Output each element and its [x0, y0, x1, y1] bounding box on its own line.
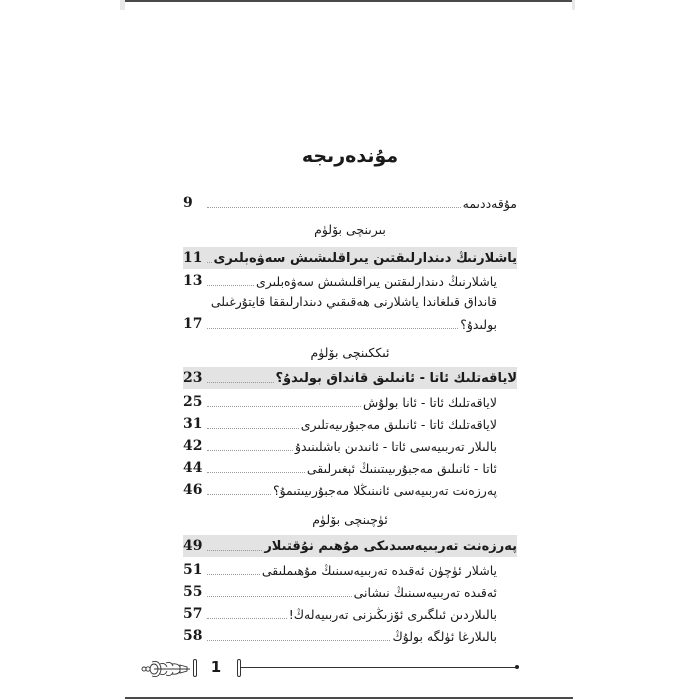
dot-leader — [207, 406, 361, 407]
dot-leader — [207, 450, 293, 451]
toc-page-number: 55 — [183, 584, 203, 600]
toc-entry-label-line2: بولىدۇ؟ — [460, 316, 497, 332]
toc-entry[interactable] — [183, 457, 517, 479]
toc-entry-label: بالىلاردىن ئىلگىرى ئۆزىڭىزنى تەربىيەلەڭ! — [288, 606, 497, 622]
toc-page-number: 9 — [183, 195, 193, 211]
footer-bar-left — [193, 659, 197, 677]
chapter-main-entry[interactable] — [183, 535, 517, 557]
chapter-main-entry[interactable] — [183, 247, 517, 269]
toc-page-number: 42 — [183, 438, 203, 454]
toc-page-number: 58 — [183, 628, 203, 644]
page-edge-right — [572, 0, 575, 10]
toc-entry-label: ياشلارنىڭ دىندارلىقتىن يىراقلىشىش سەۋەبلىرى — [255, 273, 497, 289]
dot-leader — [207, 382, 274, 383]
toc-page-number: 25 — [183, 394, 203, 410]
chapter-heading: بىرىنچى بۆلۈم — [314, 222, 386, 237]
dot-leader — [207, 596, 352, 597]
chapter-heading: ئۈچىنچى بۆلۈم — [312, 512, 388, 527]
toc-entry[interactable] — [183, 479, 517, 501]
dot-leader — [207, 328, 458, 329]
toc-entry-label: بالىلار تەربىيەسى ئاتا - ئانىدىن باشلىنىدۇ — [294, 438, 497, 454]
toc-title: مۇندەرىجە — [301, 145, 399, 167]
toc-entry[interactable] — [183, 603, 517, 625]
toc-entry-label: ياشلار ئۈچۈن ئەقىدە تەربىيەسىنىڭ مۇھىملىقى — [261, 562, 497, 578]
toc-entry-label: لاياقەتلىك ئاتا - ئانىلىق قانداق بولىدۇ؟ — [275, 370, 517, 386]
footer-bar-right — [237, 659, 241, 677]
page-footer — [140, 655, 520, 685]
footer-rule-end-dot — [515, 665, 519, 669]
dot-leader — [207, 640, 390, 641]
dot-leader — [207, 428, 299, 429]
toc-page-number: 11 — [183, 250, 203, 266]
toc-page-number: 51 — [183, 562, 203, 578]
toc-page-number: 46 — [183, 482, 203, 498]
footer-page-number: 1 — [210, 658, 222, 676]
toc-page-number: 13 — [183, 273, 203, 289]
toc-entry[interactable] — [183, 581, 517, 603]
dot-leader — [207, 574, 260, 575]
toc-entry[interactable] — [183, 625, 517, 647]
dot-leader — [207, 207, 461, 208]
toc-entry-label: پەرزەنت تەربىيەسىدىكى مۇھىم نۇقتىلار — [264, 538, 517, 554]
toc-entry-label: پەرزەنت تەربىيەسى ئانىنىڭلا مەجبۇرىيىتىمۇ؟ — [272, 482, 497, 498]
dot-leader — [207, 262, 212, 263]
toc-entry-label: لاياقەتلىك ئاتا - ئانىلىق مەجبۇرىيەتلىرى — [300, 416, 497, 432]
toc-entry-label-line1: قانداق قىلغاندا ياشلارنى ھەقىقىي دىندارلىققا قايتۇرغىلى — [210, 294, 497, 309]
toc-page-number: 57 — [183, 606, 203, 622]
toc-entry[interactable] — [183, 291, 517, 335]
toc-page-number: 17 — [183, 316, 203, 332]
toc-entry[interactable] — [183, 413, 517, 435]
toc-entry-label: ئەقىدە تەربىيەسىنىڭ نىشانى — [353, 584, 497, 600]
toc-entry-intro[interactable] — [183, 192, 517, 214]
dot-leader — [207, 285, 254, 286]
toc-entry-label: مۇقەددىمە — [462, 195, 517, 211]
toc-entry-line2 — [183, 313, 517, 335]
chapter-main-entry[interactable] — [183, 367, 517, 389]
toc-entry-label: لاياقەتلىك ئاتا - ئانا بولۇش — [362, 394, 497, 410]
toc-entry[interactable] — [183, 435, 517, 457]
toc-entry[interactable] — [183, 391, 517, 413]
toc-page-number: 44 — [183, 460, 203, 476]
dot-leader — [207, 618, 287, 619]
toc-page-number: 23 — [183, 370, 203, 386]
toc-entry[interactable] — [183, 559, 517, 581]
toc-entry-label: ئاتا - ئانىلىق مەجبۇرىيىتىنىڭ ئېغىرلىقى — [306, 460, 497, 476]
floral-ornament-icon — [140, 659, 192, 679]
footer-rule — [241, 667, 516, 668]
dot-leader — [207, 472, 305, 473]
dot-leader — [207, 550, 262, 551]
chapter-heading: ئىككىنچى بۆلۈم — [310, 345, 390, 360]
dot-leader — [207, 494, 271, 495]
toc-page-number: 31 — [183, 416, 203, 432]
toc-page — [183, 0, 517, 700]
toc-entry-label: ياشلارنىڭ دىندارلىقتىن يىراقلىشىش سەۋەبلىرى — [213, 250, 517, 266]
toc-entry[interactable] — [183, 270, 517, 292]
toc-page-number: 49 — [183, 538, 203, 554]
toc-entry-label: بالىلارغا ئۈلگە بولۇڭ — [392, 628, 497, 644]
